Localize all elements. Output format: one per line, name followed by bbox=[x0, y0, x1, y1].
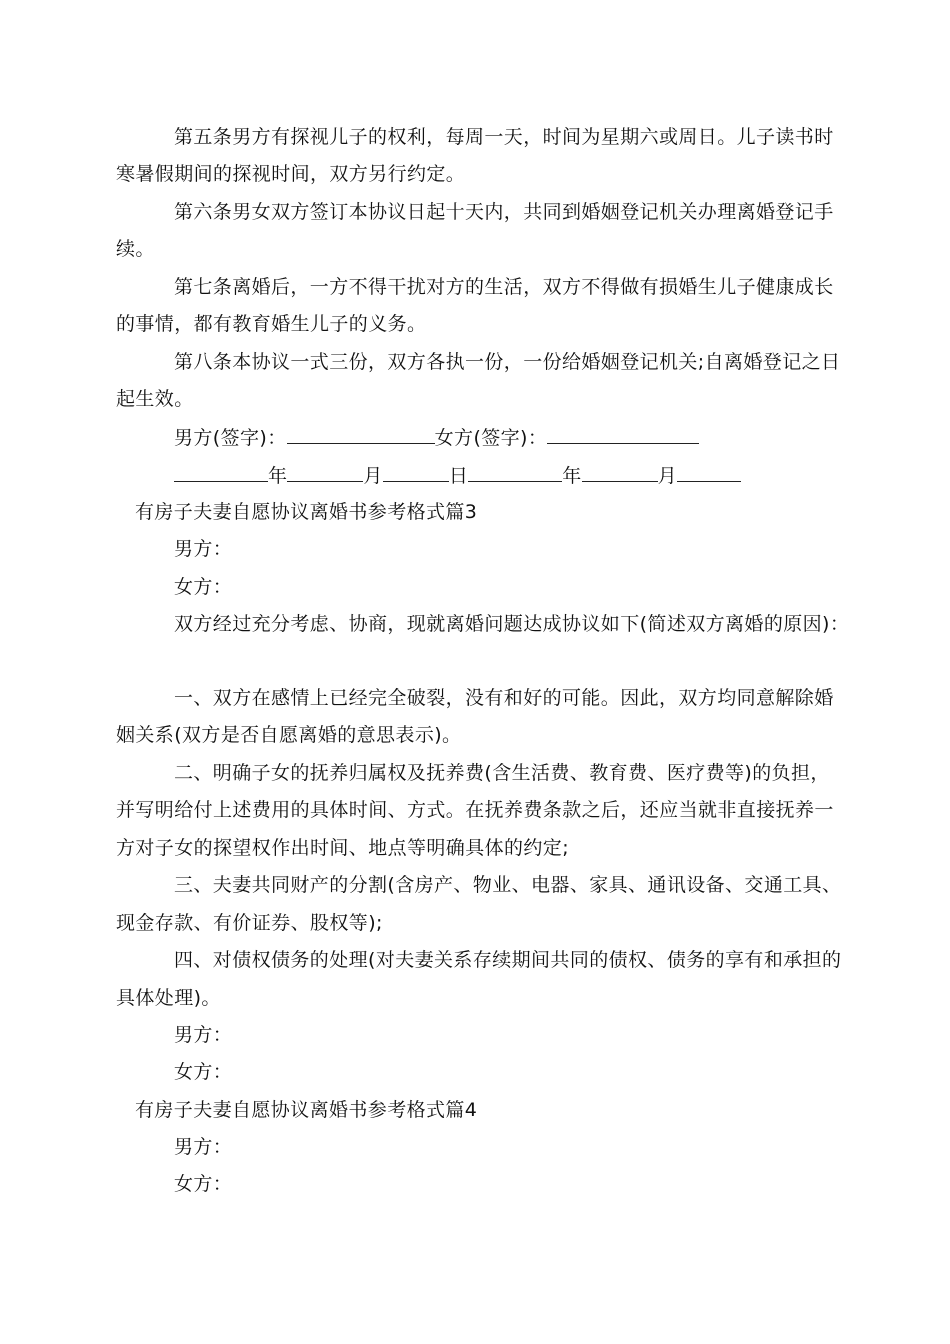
male-signature-label: 男方(签字)： bbox=[174, 427, 287, 449]
year-label-1: 年 bbox=[268, 465, 288, 487]
year-label-2: 年 bbox=[562, 465, 582, 487]
item-1-line-2: 姻关系(双方是否自愿离婚的意思表示)。 bbox=[116, 724, 462, 746]
female-signature-blank bbox=[547, 425, 699, 444]
section-3-female: 女方： bbox=[174, 576, 233, 598]
section-4-male: 男方： bbox=[174, 1136, 233, 1158]
item-3-line-2: 现金存款、有价证券、股权等); bbox=[116, 912, 383, 934]
item-4-line-1: 四、对债权债务的处理(对夫妻关系存续期间共同的债权、债务的享有和承担的 bbox=[174, 949, 842, 971]
item-2-line-2: 并写明给付上述费用的具体时间、方式。在抚养费条款之后，还应当就非直接抚养一 bbox=[116, 799, 834, 821]
item-4-line-2: 具体处理)。 bbox=[116, 987, 221, 1009]
month-label-2: 月 bbox=[657, 465, 678, 487]
article-8-line-2: 起生效。 bbox=[116, 388, 194, 410]
male-signature-blank bbox=[287, 425, 435, 444]
item-2-line-3: 方对子女的探望权作出时间、地点等明确具体的约定; bbox=[116, 837, 570, 859]
year-blank-1 bbox=[174, 463, 268, 482]
year-blank-2 bbox=[468, 463, 562, 482]
signature-line bbox=[174, 425, 699, 450]
article-5-line-1: 第五条男方有探视儿子的权利，每周一天，时间为星期六或周日。儿子读书时 bbox=[174, 126, 834, 148]
article-6-line-2: 续。 bbox=[116, 238, 155, 260]
section-3-female-end: 女方： bbox=[174, 1061, 233, 1083]
item-3-line-1: 三、夫妻共同财产的分割(含房产、物业、电器、家具、通讯设备、交通工具、 bbox=[174, 874, 842, 896]
month-blank-1 bbox=[287, 463, 363, 482]
section-3-intro: 双方经过充分考虑、协商，现就离婚问题达成协议如下(简述双方离婚的原因)： bbox=[174, 613, 850, 635]
section-3-male-end: 男方： bbox=[174, 1024, 233, 1046]
section-3-heading: 有房子夫妻自愿协议离婚书参考格式篇3 bbox=[135, 501, 478, 523]
article-5-line-2: 寒暑假期间的探视时间，双方另行约定。 bbox=[116, 163, 466, 185]
trailing-blank bbox=[677, 463, 741, 482]
female-signature-label: 女方(签字)： bbox=[434, 427, 548, 449]
item-1-line-1: 一、双方在感情上已经完全破裂，没有和好的可能。因此，双方均同意解除婚 bbox=[174, 687, 834, 709]
section-4-female: 女方： bbox=[174, 1173, 233, 1195]
article-7-line-2: 的事情，都有教育婚生儿子的义务。 bbox=[116, 313, 427, 335]
day-label-1: 日 bbox=[448, 465, 469, 487]
section-3-male: 男方： bbox=[174, 538, 233, 560]
article-7-line-1: 第七条离婚后，一方不得干扰对方的生活，双方不得做有损婚生儿子健康成长 bbox=[174, 276, 834, 298]
section-4-heading: 有房子夫妻自愿协议离婚书参考格式篇4 bbox=[135, 1099, 478, 1121]
item-2-line-1: 二、明确子女的抚养归属权及抚养费(含生活费、教育费、医疗费等)的负担， bbox=[174, 762, 830, 784]
month-label-1: 月 bbox=[363, 465, 383, 487]
date-line bbox=[174, 463, 741, 488]
article-6-line-1: 第六条男女双方签订本协议日起十天内，共同到婚姻登记机关办理离婚登记手 bbox=[174, 201, 834, 223]
article-8-line-1: 第八条本协议一式三份，双方各执一份，一份给婚姻登记机关;自离婚登记之日 bbox=[174, 351, 841, 373]
day-blank-1 bbox=[383, 463, 449, 482]
month-blank-2 bbox=[582, 463, 658, 482]
